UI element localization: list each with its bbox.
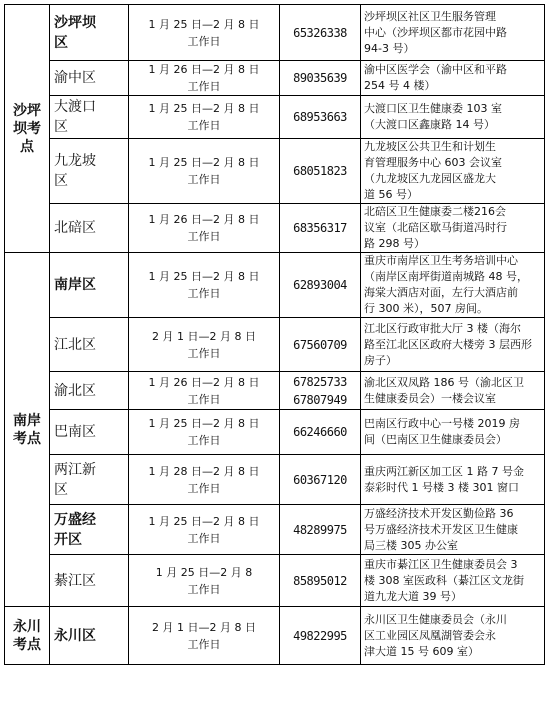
table-row — [5, 505, 545, 555]
text-line: 94-3 号） — [364, 41, 415, 55]
date-cell — [129, 555, 280, 607]
text-line: 江北区行政审批大厅 3 楼（海尔 — [364, 321, 521, 335]
phone-cell — [280, 555, 361, 607]
text-line: 海棠大酒店对面，左行大酒店前 — [364, 286, 518, 299]
text-line: 区工业园区凤凰湖管委会永 — [364, 628, 496, 642]
text-line: 路至江北区区政府大楼旁 3 层西形 — [364, 337, 532, 351]
text-line: 泰彩时代 1 号楼 3 楼 301 窗口 — [364, 480, 519, 494]
text-line: 中心（沙坪坝区都市花园中路 — [364, 25, 507, 39]
text-line: 楼 308 室医政科（綦江区文龙街 — [364, 573, 524, 587]
address-cell — [361, 505, 545, 555]
text-line: 1 月 25 日—2 月 8 日 — [148, 514, 260, 528]
phone-cell — [280, 505, 361, 555]
date-cell — [129, 139, 280, 204]
text-line: 万盛经济技术开发区勤俭路 36 — [364, 506, 514, 520]
text-line: 1 月 25 日—2 月 8 日 — [148, 17, 260, 31]
text-line: 沙坪坝 — [54, 14, 96, 31]
text-line: 北碚区 — [54, 220, 96, 236]
text-line: 坝考 — [13, 120, 41, 137]
address-cell — [361, 5, 545, 61]
text-line: 道九龙大道 39 号） — [364, 589, 462, 603]
phone-cell — [280, 372, 361, 410]
address-cell — [361, 61, 545, 96]
text-line: 1 月 25 日—2 月 8 日 — [148, 270, 260, 283]
address-cell — [361, 96, 545, 139]
text-line: 工作日 — [187, 80, 221, 93]
text-line: 区 — [54, 173, 68, 189]
text-line: 1 月 25 日—2 月 8 日 — [148, 102, 260, 115]
text-line: 2 月 1 日—2 月 8 日 — [152, 329, 256, 343]
date-cell — [129, 505, 280, 555]
table-row — [5, 372, 545, 410]
text-line: 67807949 — [293, 392, 347, 407]
text-line: 49822995 — [293, 628, 347, 643]
phone-cell — [280, 410, 361, 455]
text-line: 工作日 — [187, 434, 221, 447]
date-cell — [129, 372, 280, 410]
exam-site-table — [4, 4, 545, 665]
district-cell — [50, 61, 129, 96]
district-cell — [50, 372, 129, 410]
text-line: 重庆市南岸区卫生考务培训中心 — [364, 254, 518, 267]
date-cell — [129, 607, 280, 665]
text-line: 区 — [54, 481, 68, 498]
text-line: 开区 — [54, 531, 82, 548]
text-line: 工作日 — [187, 119, 221, 132]
district-cell — [50, 96, 129, 139]
text-line: 工作日 — [187, 287, 221, 300]
text-line: 66246660 — [293, 425, 347, 439]
date-cell — [129, 318, 280, 372]
text-line: 67825733 — [293, 374, 347, 389]
text-line: 綦江区 — [54, 572, 96, 589]
text-line: 渝中区 — [54, 70, 96, 86]
address-cell — [361, 372, 545, 410]
table-row — [5, 253, 545, 318]
text-line: 工作日 — [187, 230, 221, 243]
text-line: 永川区卫生健康委员会（永川 — [364, 612, 507, 626]
text-line: 生健康委员会）一楼会议室 — [364, 391, 496, 405]
text-line: 九龙坡 — [54, 153, 96, 169]
text-line: 津大道 15 号 609 室） — [364, 644, 479, 658]
table-row — [5, 204, 545, 253]
exam-site-group — [5, 607, 50, 665]
text-line: 1 月 26 日—2 月 8 日 — [148, 213, 260, 226]
district-cell — [50, 455, 129, 505]
text-line: 1 月 25 日—2 月 8 日 — [148, 417, 260, 430]
date-cell — [129, 96, 280, 139]
date-cell — [129, 5, 280, 61]
text-line: 重庆两江新区加工区 1 路 7 号金 — [364, 464, 524, 478]
district-cell — [50, 505, 129, 555]
table-row — [5, 96, 545, 139]
text-line: 渝北区 — [54, 382, 96, 399]
text-line: 巴南区 — [54, 424, 96, 440]
text-line: 62893004 — [293, 278, 347, 292]
text-line: 67560709 — [293, 337, 347, 352]
phone-cell — [280, 318, 361, 372]
exam-site-group — [5, 253, 50, 607]
text-line: 永川区 — [54, 627, 96, 644]
text-line: 万盛经 — [54, 511, 96, 528]
table-row — [5, 139, 545, 204]
text-line: 渝北区双凤路 186 号（渝北区卫 — [364, 375, 524, 389]
date-cell — [129, 410, 280, 455]
text-line: 巴南区行政中心一号楼 2019 房 — [364, 417, 520, 430]
district-cell — [50, 555, 129, 607]
text-line: 工作日 — [187, 531, 221, 545]
text-line: 1 月 28 日—2 月 8 日 — [148, 464, 260, 478]
address-cell — [361, 555, 545, 607]
text-line: 点 — [20, 138, 34, 155]
text-line: 2 月 1 日—2 月 8 日 — [152, 620, 256, 634]
text-line: 考点 — [13, 636, 41, 653]
text-line: 区 — [54, 119, 68, 135]
text-line: 北碚区卫生健康委二楼216会 — [364, 205, 506, 218]
address-cell — [361, 410, 545, 455]
text-line: 68051823 — [293, 164, 347, 178]
district-cell — [50, 204, 129, 253]
address-cell — [361, 455, 545, 505]
phone-cell — [280, 607, 361, 665]
text-line: 大渡口区卫生健康委 103 室 — [364, 102, 502, 115]
district-cell — [50, 253, 129, 318]
district-cell — [50, 318, 129, 372]
table-row — [5, 607, 545, 665]
address-cell — [361, 204, 545, 253]
phone-cell — [280, 61, 361, 96]
text-line: 南岸区 — [54, 277, 96, 293]
text-line: （南岸区南坪街道南城路 48 号， — [364, 270, 528, 283]
text-line: 区 — [54, 34, 68, 51]
phone-cell — [280, 204, 361, 253]
date-cell — [129, 61, 280, 96]
text-line: 大渡口 — [54, 99, 96, 115]
district-cell — [50, 607, 129, 665]
text-line: 65326338 — [293, 25, 347, 40]
table-row — [5, 455, 545, 505]
text-line: 沙坪 — [13, 102, 41, 119]
text-line: 工作日 — [187, 34, 221, 48]
address-cell — [361, 139, 545, 204]
text-line: 工作日 — [187, 582, 221, 596]
table-row — [5, 410, 545, 455]
phone-cell — [280, 139, 361, 204]
district-cell — [50, 5, 129, 61]
text-line: 议室（北碚区歇马街道冯时行 — [364, 221, 507, 234]
text-line: 1 月 26 日—2 月 8 日 — [148, 375, 260, 389]
text-line: 沙坪坝区社区卫生服务管理 — [364, 9, 496, 23]
text-line: 工作日 — [187, 392, 221, 406]
text-line: 1 月 26 日—2 月 8 日 — [148, 63, 260, 76]
date-cell — [129, 253, 280, 318]
text-line: 育管理服务中心 603 会议室 — [364, 156, 502, 169]
text-line: 号万盛经济技术开发区卫生健康 — [364, 522, 518, 536]
text-line: 九龙坡区公共卫生和计划生 — [364, 140, 496, 153]
date-cell — [129, 204, 280, 253]
table-row — [5, 318, 545, 372]
text-line: 48289975 — [293, 522, 347, 537]
text-line: 间（巴南区卫生健康委员会） — [364, 433, 507, 446]
text-line: 行 300 米），507 房间。 — [364, 302, 488, 315]
text-line: 永川 — [13, 618, 41, 635]
phone-cell — [280, 96, 361, 139]
text-line: 工作日 — [187, 173, 221, 186]
text-line: 两江新 — [54, 461, 96, 478]
text-line: 工作日 — [187, 637, 221, 651]
district-cell — [50, 410, 129, 455]
text-line: （大渡口区鑫康路 14 号） — [364, 118, 495, 131]
phone-cell — [280, 5, 361, 61]
text-line: 南岸 — [13, 412, 41, 429]
text-line: 85895012 — [293, 573, 347, 588]
exam-site-group — [5, 5, 50, 253]
text-line: 道 56 号） — [364, 188, 418, 201]
text-line: 江北区 — [54, 336, 96, 353]
text-line: 房子） — [364, 353, 397, 367]
district-cell — [50, 139, 129, 204]
phone-cell — [280, 253, 361, 318]
text-line: （九龙坡区九龙园区盛龙大 — [364, 172, 496, 185]
text-line: 68356317 — [293, 221, 347, 235]
phone-cell — [280, 455, 361, 505]
text-line: 路 298 号） — [364, 237, 425, 250]
date-cell — [129, 455, 280, 505]
text-line: 68953663 — [293, 110, 347, 124]
text-line: 考点 — [13, 430, 41, 447]
text-line: 1 月 25 日—2 月 8 — [155, 565, 253, 579]
address-cell — [361, 318, 545, 372]
text-line: 重庆市綦江区卫生健康委员会 3 — [364, 557, 518, 571]
text-line: 工作日 — [187, 481, 221, 495]
text-line: 工作日 — [187, 346, 221, 360]
text-line: 254 号 4 楼） — [364, 79, 436, 92]
text-line: 89035639 — [293, 71, 347, 85]
table-row — [5, 5, 545, 61]
table-row — [5, 555, 545, 607]
table-row — [5, 61, 545, 96]
text-line: 60367120 — [293, 472, 347, 487]
address-cell — [361, 607, 545, 665]
address-cell — [361, 253, 545, 318]
text-line: 1 月 25 日—2 月 8 日 — [148, 156, 260, 169]
text-line: 局三楼 305 办公室 — [364, 538, 458, 552]
text-line: 渝中区医学会（渝中区和平路 — [364, 63, 507, 76]
